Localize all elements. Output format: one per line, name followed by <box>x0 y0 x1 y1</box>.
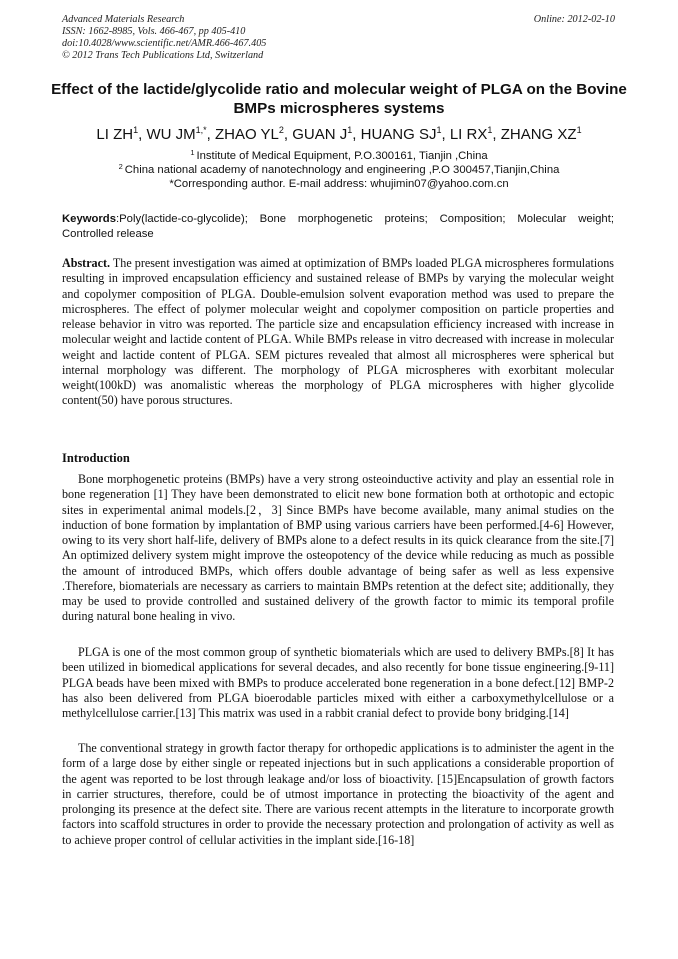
abstract-label: Abstract. <box>62 256 111 270</box>
author-affil-mark: 1 <box>487 125 493 135</box>
journal-header <box>62 14 482 62</box>
author-affil-mark: 1 <box>133 125 139 135</box>
author-affil-mark: 1,* <box>195 125 207 135</box>
paragraph: The conventional strategy in growth factor therapy for orthopedic applications is to administer the agent in the form of a large dose by either single or repeated injections but in such applications a considerable proportion of the agent was reported to be lost through leakage and/or loss of bioactivity. [15]Encapsulation of growth factors in carrier structures, therefore, could be of utmost importance in protecting the bioactivity of the agent and prolonging its presence at the defect site. There are various recent attempts in the literature to incorporate growth factors into scaffold structures in order to provide the necessary protection and prolongation of activity as well as to achieve proper control of cellular activities in the implant side.[16-18] <box>62 741 614 847</box>
affiliation-text: China national academy of nanotechnology and engineering ,P.O 300457,Tianjin,China <box>124 164 560 176</box>
affiliation-2 <box>40 163 638 177</box>
online-date: Online: 2012-02-10 <box>533 14 615 25</box>
paragraph: PLGA is one of the most common group of synthetic biomaterials which are used to delivery BMPs.[8] It has been utilized in biomedical applications for several decades, and also recently for bone tissue engineering.[9-11] PLGA beads have been mixed with BMPs to produce accelerated bone regeneration in a bone defect.[12] BMP-2 has also been delivered from PLGA bioerodable particles mixed with either a carboxymethylcellulose or a methylcellulose carrier.[13] This matrix was used in a rabbit cranial defect to provide bony bridging.[14] <box>62 645 614 720</box>
author-affil-mark: 1 <box>347 125 353 135</box>
keywords <box>62 212 614 242</box>
paragraph: Bone morphogenetic proteins (BMPs) have a very strong osteoinductive activity and play an essential role in bone regeneration [1] They have been demonstrated to elicit new bone formation both at orthotopic and ectopic sites in experimental animal models.[2，3] Since BMPs have become available, many animal studies on the induction of bone formation by implantation of BMP using various carriers have been performed.[4-6] However, owing to its very short half-life, delivery of BMPs alone to a defect results in its quick clearance from the site.[7] An optimized delivery system might improve the osteopotency of the device while reducing as much as possible the amount of introduced BMPs, which offers double advantage of being safer as well as less expensive .Therefore, biomaterials are necessary as carriers to maintain BMPs retention at the defect site; additionally, they may be used to provide controlled and sustained delivery of the growth factor to mimic its temporal profile during natural bone healing in vivo. <box>62 472 614 624</box>
author: LI RX <box>449 126 488 143</box>
author: GUAN J <box>292 126 348 143</box>
affiliation-1 <box>40 149 638 163</box>
affiliation-mark: 1 <box>190 148 195 157</box>
abstract-text: The present investigation was aimed at optimization of BMPs loaded PLGA microspheres formulations resulting in improved encapsulation efficiency and sustained release of BMPs by varying the molecular weight and copolymer composition of PLGA. Double-emulsion solvent evaporation method was used to prepare the microspheres. The effect of polymer molecular weight and copolymer composition on particle properties and release behavior in vitro was reported. The particle size and encapsulation efficiency increased with increase in molecular weight and lactide content of PLGA. While BMPs release in vitro decreased with increase in molecular weight and lactide content of PLGA. SEM pictures revealed that almost all microspheres were spherical but internal morphology was different. The morphology of PLGA microspheres with exorbitant molecular weight(100kD) was anomalistic whereas the morphology of PLGA microspheres with higher glycolide content(50) have porous structures. <box>62 256 614 408</box>
paper-title: Effect of the lactide/glycolide ratio and molecular weight of PLGA on the Bovine BMPs microspheres systems <box>51 81 627 117</box>
abstract <box>62 256 614 409</box>
affiliation-text: Institute of Medical Equipment, P.O.300161, Tianjin ,China <box>196 150 488 162</box>
affiliation-mark: 2 <box>118 162 123 171</box>
author-list: LI $ZH^1$, WU $JM^{1,*}$, ZHAO $YL^2$, GUAN $J^1$, HUANG $SJ^1$, LI $RX^1$, ZHANG $XZ^1$ <box>96 125 582 143</box>
keywords-label: Keywords <box>62 213 116 225</box>
doi-line: doi:10.4028/www.scientific.net/AMR.466-467.405 <box>62 38 267 49</box>
author-affil-mark: 2 <box>278 125 284 135</box>
author: ZHAO YL <box>214 126 279 143</box>
corresponding-author: *Corresponding author. E-mail address: whujimin07@yahoo.com.cn <box>169 178 509 190</box>
keywords-text: :Poly(lactide-co-glycolide); Bone morphogenetic proteins; Composition; Molecular weight; Controlled release <box>62 213 614 240</box>
copyright-line: © 2012 Trans Tech Publications Ltd, Switzerland <box>62 50 264 61</box>
author-affil-mark: 1 <box>436 125 442 135</box>
journal-name: Advanced Materials Research <box>62 14 185 25</box>
author: HUANG SJ <box>360 126 437 143</box>
author: LI ZH <box>96 126 134 143</box>
author: ZHANG XZ <box>500 126 577 143</box>
author-affil-mark: 1 <box>576 125 582 135</box>
issn-line: ISSN: 1662-8985, Vols. 466-467, pp 405-410 <box>62 26 246 37</box>
section-heading-introduction: Introduction <box>62 451 130 465</box>
author: WU JM <box>146 126 196 143</box>
